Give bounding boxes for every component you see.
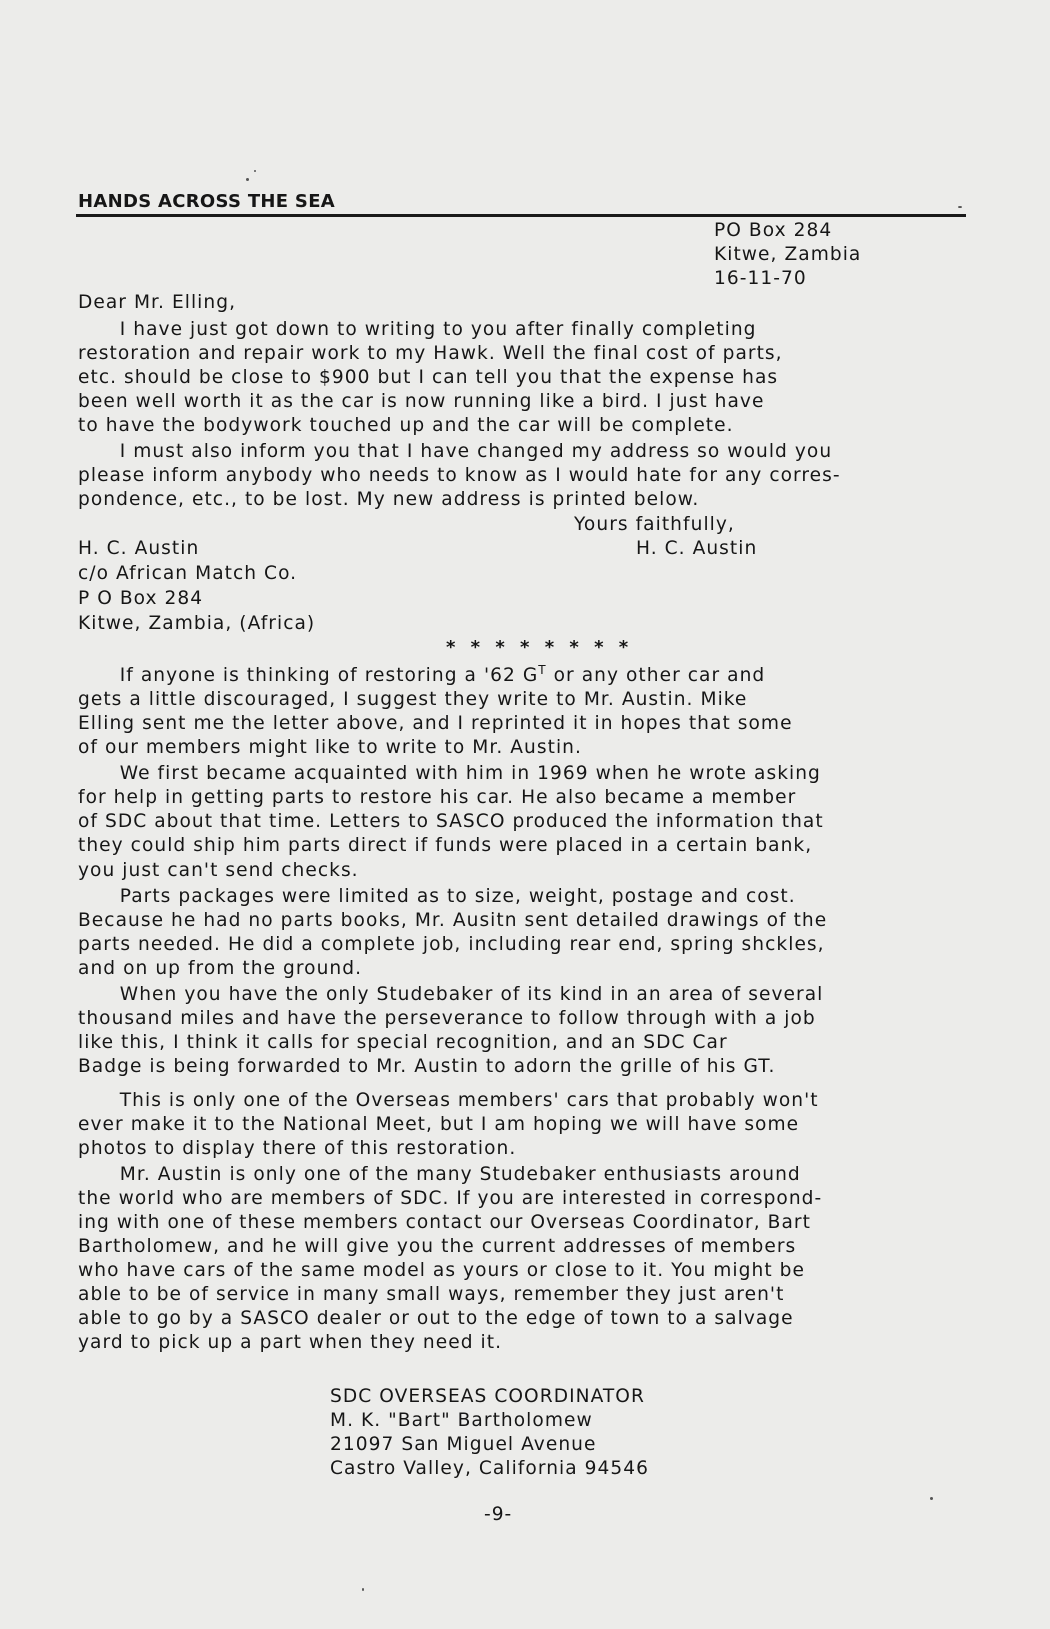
- article-line: of SDC about that time. Letters to SASCO produced the information that: [78, 811, 824, 832]
- article-line: like this, I think it calls for special recognition, and an SDC Car: [78, 1032, 728, 1053]
- coordinator-line: SDC OVERSEAS COORDINATOR: [330, 1386, 645, 1407]
- article-line: who have cars of the same model as yours or close to it. You might be: [78, 1260, 805, 1281]
- coordinator-line: 21097 San Miguel Avenue: [330, 1434, 597, 1455]
- article-line: able to go by a SASCO dealer or out to the edge of town to a salvage: [78, 1308, 794, 1329]
- letter-closing: Yours faithfully,: [574, 514, 735, 535]
- article-line: Parts packages were limited as to size, weight, postage and cost.: [78, 886, 796, 907]
- new-address-line: c/o African Match Co.: [78, 563, 298, 584]
- separator-stars: * * * * * * * *: [446, 637, 633, 658]
- article-line: parts needed. He did a complete job, including rear end, spring shckles,: [78, 934, 825, 955]
- article-line: Because he had no parts books, Mr. Ausitn sent detailed drawings of the: [78, 910, 828, 931]
- article-line-text: or any other car and: [546, 665, 766, 686]
- letter-date: 16-11-70: [714, 268, 807, 289]
- article-line: Elling sent me the letter above, and I reprinted it in hopes that some: [78, 713, 793, 734]
- coordinator-line: Castro Valley, California 94546: [330, 1458, 650, 1479]
- article-line: for help in getting parts to restore his car. He also became a member: [78, 787, 797, 808]
- article-line: Mr. Austin is only one of the many Studebaker enthusiasts around: [78, 1164, 801, 1185]
- article-line: Bartholomew, and he will give you the current addresses of members: [78, 1236, 797, 1257]
- article-line-text: If anyone is thinking of restoring a '62 G: [78, 665, 539, 686]
- sender-address-line: PO Box 284: [714, 220, 833, 241]
- scan-speck: [362, 1588, 364, 1591]
- page-number: -9-: [484, 1504, 513, 1525]
- salutation: Dear Mr. Elling,: [78, 292, 237, 313]
- letter-line: etc. should be close to $900 but I can tell you that the expense has: [78, 367, 779, 388]
- article-line: they could ship him parts direct if funds were placed in a certain bank,: [78, 835, 813, 856]
- article-line: When you have the only Studebaker of its kind in an area of several: [78, 984, 824, 1005]
- new-address-line: Kitwe, Zambia, (Africa): [78, 613, 316, 634]
- article-line: Badge is being forwarded to Mr. Austin to adorn the grille of his GT.: [78, 1056, 776, 1077]
- sender-address-line: Kitwe, Zambia: [714, 244, 862, 265]
- scan-speck: [246, 178, 249, 181]
- article-line: This is only one of the Overseas members' cars that probably won't: [78, 1090, 819, 1111]
- article-line: able to be of service in many small ways, remember they just aren't: [78, 1284, 785, 1305]
- letter-line: to have the bodywork touched up and the car will be complete.: [78, 415, 734, 436]
- heading-rule: [76, 214, 966, 217]
- letter-line: I must also inform you that I have changed my address so would you: [78, 441, 833, 462]
- letter-line: I have just got down to writing to you after finally completing: [78, 319, 757, 340]
- article-line: ing with one of these members contact our Overseas Coordinator, Bart: [78, 1212, 811, 1233]
- scan-speck: [930, 1497, 933, 1500]
- article-line: ever make it to the National Meet, but I am hoping we will have some: [78, 1114, 800, 1135]
- letter-line: been well worth it as the car is now running like a bird. I just have: [78, 391, 765, 412]
- article-line: thousand miles and have the perseverance to follow through with a job: [78, 1008, 816, 1029]
- article-line: photos to display there of this restoration.: [78, 1138, 517, 1159]
- article-line: the world who are members of SDC. If you are interested in correspond-: [78, 1188, 823, 1209]
- letter-line: please inform anybody who needs to know as I would hate for any corres-: [78, 465, 841, 486]
- letter-line: restoration and repair work to my Hawk. Well the final cost of parts,: [78, 343, 783, 364]
- article-line: We first became acquainted with him in 1969 when he wrote asking: [78, 763, 821, 784]
- scan-speck: [254, 170, 256, 172]
- new-address-line: H. C. Austin: [78, 538, 200, 559]
- article-line: yard to pick up a part when they need it.: [78, 1332, 503, 1353]
- letter-line: pondence, etc., to be lost. My new address is printed below.: [78, 489, 700, 510]
- new-address-line: P O Box 284: [78, 588, 204, 609]
- article-line: and on up from the ground.: [78, 958, 363, 979]
- letter-signature: H. C. Austin: [636, 538, 758, 559]
- scan-speck: [958, 206, 962, 208]
- article-line: gets a little discouraged, I suggest they write to Mr. Austin. Mike: [78, 689, 748, 710]
- article-line: you just can't send checks.: [78, 860, 359, 881]
- article-line: [78, 664, 765, 688]
- article-line: of our members might like to write to Mr. Austin.: [78, 737, 582, 758]
- section-heading: HANDS ACROSS THE SEA: [78, 191, 336, 212]
- superscript-t: T: [538, 663, 547, 677]
- coordinator-line: M. K. "Bart" Bartholomew: [330, 1410, 593, 1431]
